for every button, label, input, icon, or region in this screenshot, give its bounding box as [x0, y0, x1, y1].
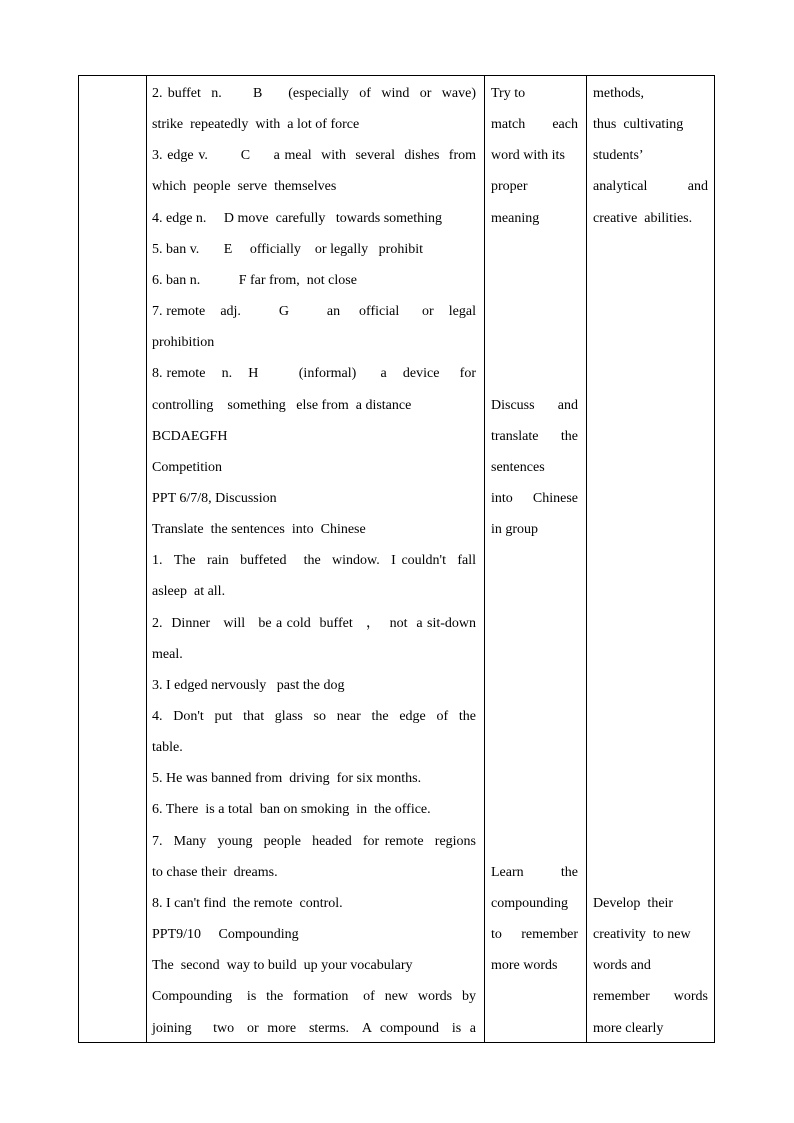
col2-line: 3. edge v. C a meal with several dishes from: [152, 148, 476, 164]
col4-line: students’: [593, 148, 644, 164]
col2-line: 8. I can't find the remote control.: [152, 895, 343, 911]
col3-line: sentences: [491, 459, 545, 475]
col2-line: to chase their dreams.: [152, 864, 278, 880]
col4-line: thus cultivating: [593, 117, 684, 133]
column-stage: [79, 76, 146, 1042]
col2-line: table.: [152, 740, 183, 756]
lesson-plan-table: [78, 75, 715, 1043]
col4-line: Develop their: [593, 895, 674, 911]
col2-line: joining two or more sterms. A compound is a: [152, 1020, 476, 1036]
col3-line: in group: [491, 522, 539, 538]
col2-line: 1. The rain buffeted the window. I couldn't fall: [152, 553, 476, 569]
col2-line: 2. buffet n. B (especially of wind or wave): [152, 86, 476, 101]
col2-line: The second way to build up your vocabulary: [152, 958, 413, 974]
col2-line: strike repeatedly with a lot of force: [152, 117, 360, 133]
col4-line: creativity to new: [593, 927, 691, 943]
col2-line: 3. I edged nervously past the dog: [152, 677, 345, 693]
col3-line: Discuss and: [491, 397, 578, 413]
col3-line: word with its: [491, 148, 565, 164]
col2-line: 5. ban v. E officially or legally prohibit: [152, 241, 424, 257]
col2-line: Translate the sentences into Chinese: [152, 522, 366, 538]
col3-line: Learn the: [491, 864, 578, 880]
col2-line: BCDAEGFH: [152, 428, 228, 444]
col2-line: Competition: [152, 459, 222, 475]
col3-line: translate the: [491, 428, 578, 444]
col3-line: to remember: [491, 927, 578, 943]
col3-line: proper: [491, 179, 528, 195]
column-student-activity: [491, 76, 578, 1042]
col4-line: analytical and: [593, 179, 708, 195]
column-divider: [146, 76, 147, 1042]
col3-line: into Chinese: [491, 490, 578, 506]
col2-line: 7. Many young people headed for remote regions: [152, 833, 476, 849]
column-divider: [586, 76, 587, 1042]
column-divider: [484, 76, 485, 1042]
column-teaching-content: [152, 76, 476, 1042]
col3-line: Try to: [491, 86, 526, 101]
col2-line: 6. ban n. F far from, not close: [152, 272, 357, 288]
col3-line: more words: [491, 958, 558, 974]
col2-line: 5. He was banned from driving for six months.: [152, 771, 422, 787]
col2-line: 7. remote adj. G an official or legal: [152, 304, 476, 320]
col4-line: creative abilities.: [593, 210, 693, 226]
col3-line: match each: [491, 117, 578, 133]
col3-line: meaning: [491, 210, 540, 226]
column-design-purpose: [593, 76, 708, 1042]
col2-line: 2. Dinner will be a cold buffet ， not a sit-down: [152, 615, 476, 631]
col2-line: 4. Don't put that glass so near the edge of the: [152, 709, 476, 724]
col2-line: prohibition: [152, 335, 215, 351]
col2-line: 8. remote n. H (informal) a device for: [152, 366, 476, 382]
col2-line: Compounding is the formation of new words by: [152, 989, 476, 1005]
col4-line: remember words: [593, 989, 708, 1005]
col2-line: PPT 6/7/8, Discussion: [152, 490, 277, 506]
col2-line: meal.: [152, 646, 183, 662]
col2-line: controlling something else from a distance: [152, 397, 412, 413]
col3-line: compounding: [491, 895, 568, 911]
col2-line: asleep at all.: [152, 584, 226, 600]
col2-line: which people serve themselves: [152, 179, 337, 195]
col2-line: 4. edge n. D move carefully towards something: [152, 210, 443, 226]
col4-line: methods,: [593, 86, 644, 101]
col4-line: words and: [593, 958, 651, 974]
col4-line: more clearly: [593, 1020, 664, 1036]
col2-line: 6. There is a total ban on smoking in the office.: [152, 802, 431, 818]
col2-line: PPT9/10 Compounding: [152, 927, 299, 943]
